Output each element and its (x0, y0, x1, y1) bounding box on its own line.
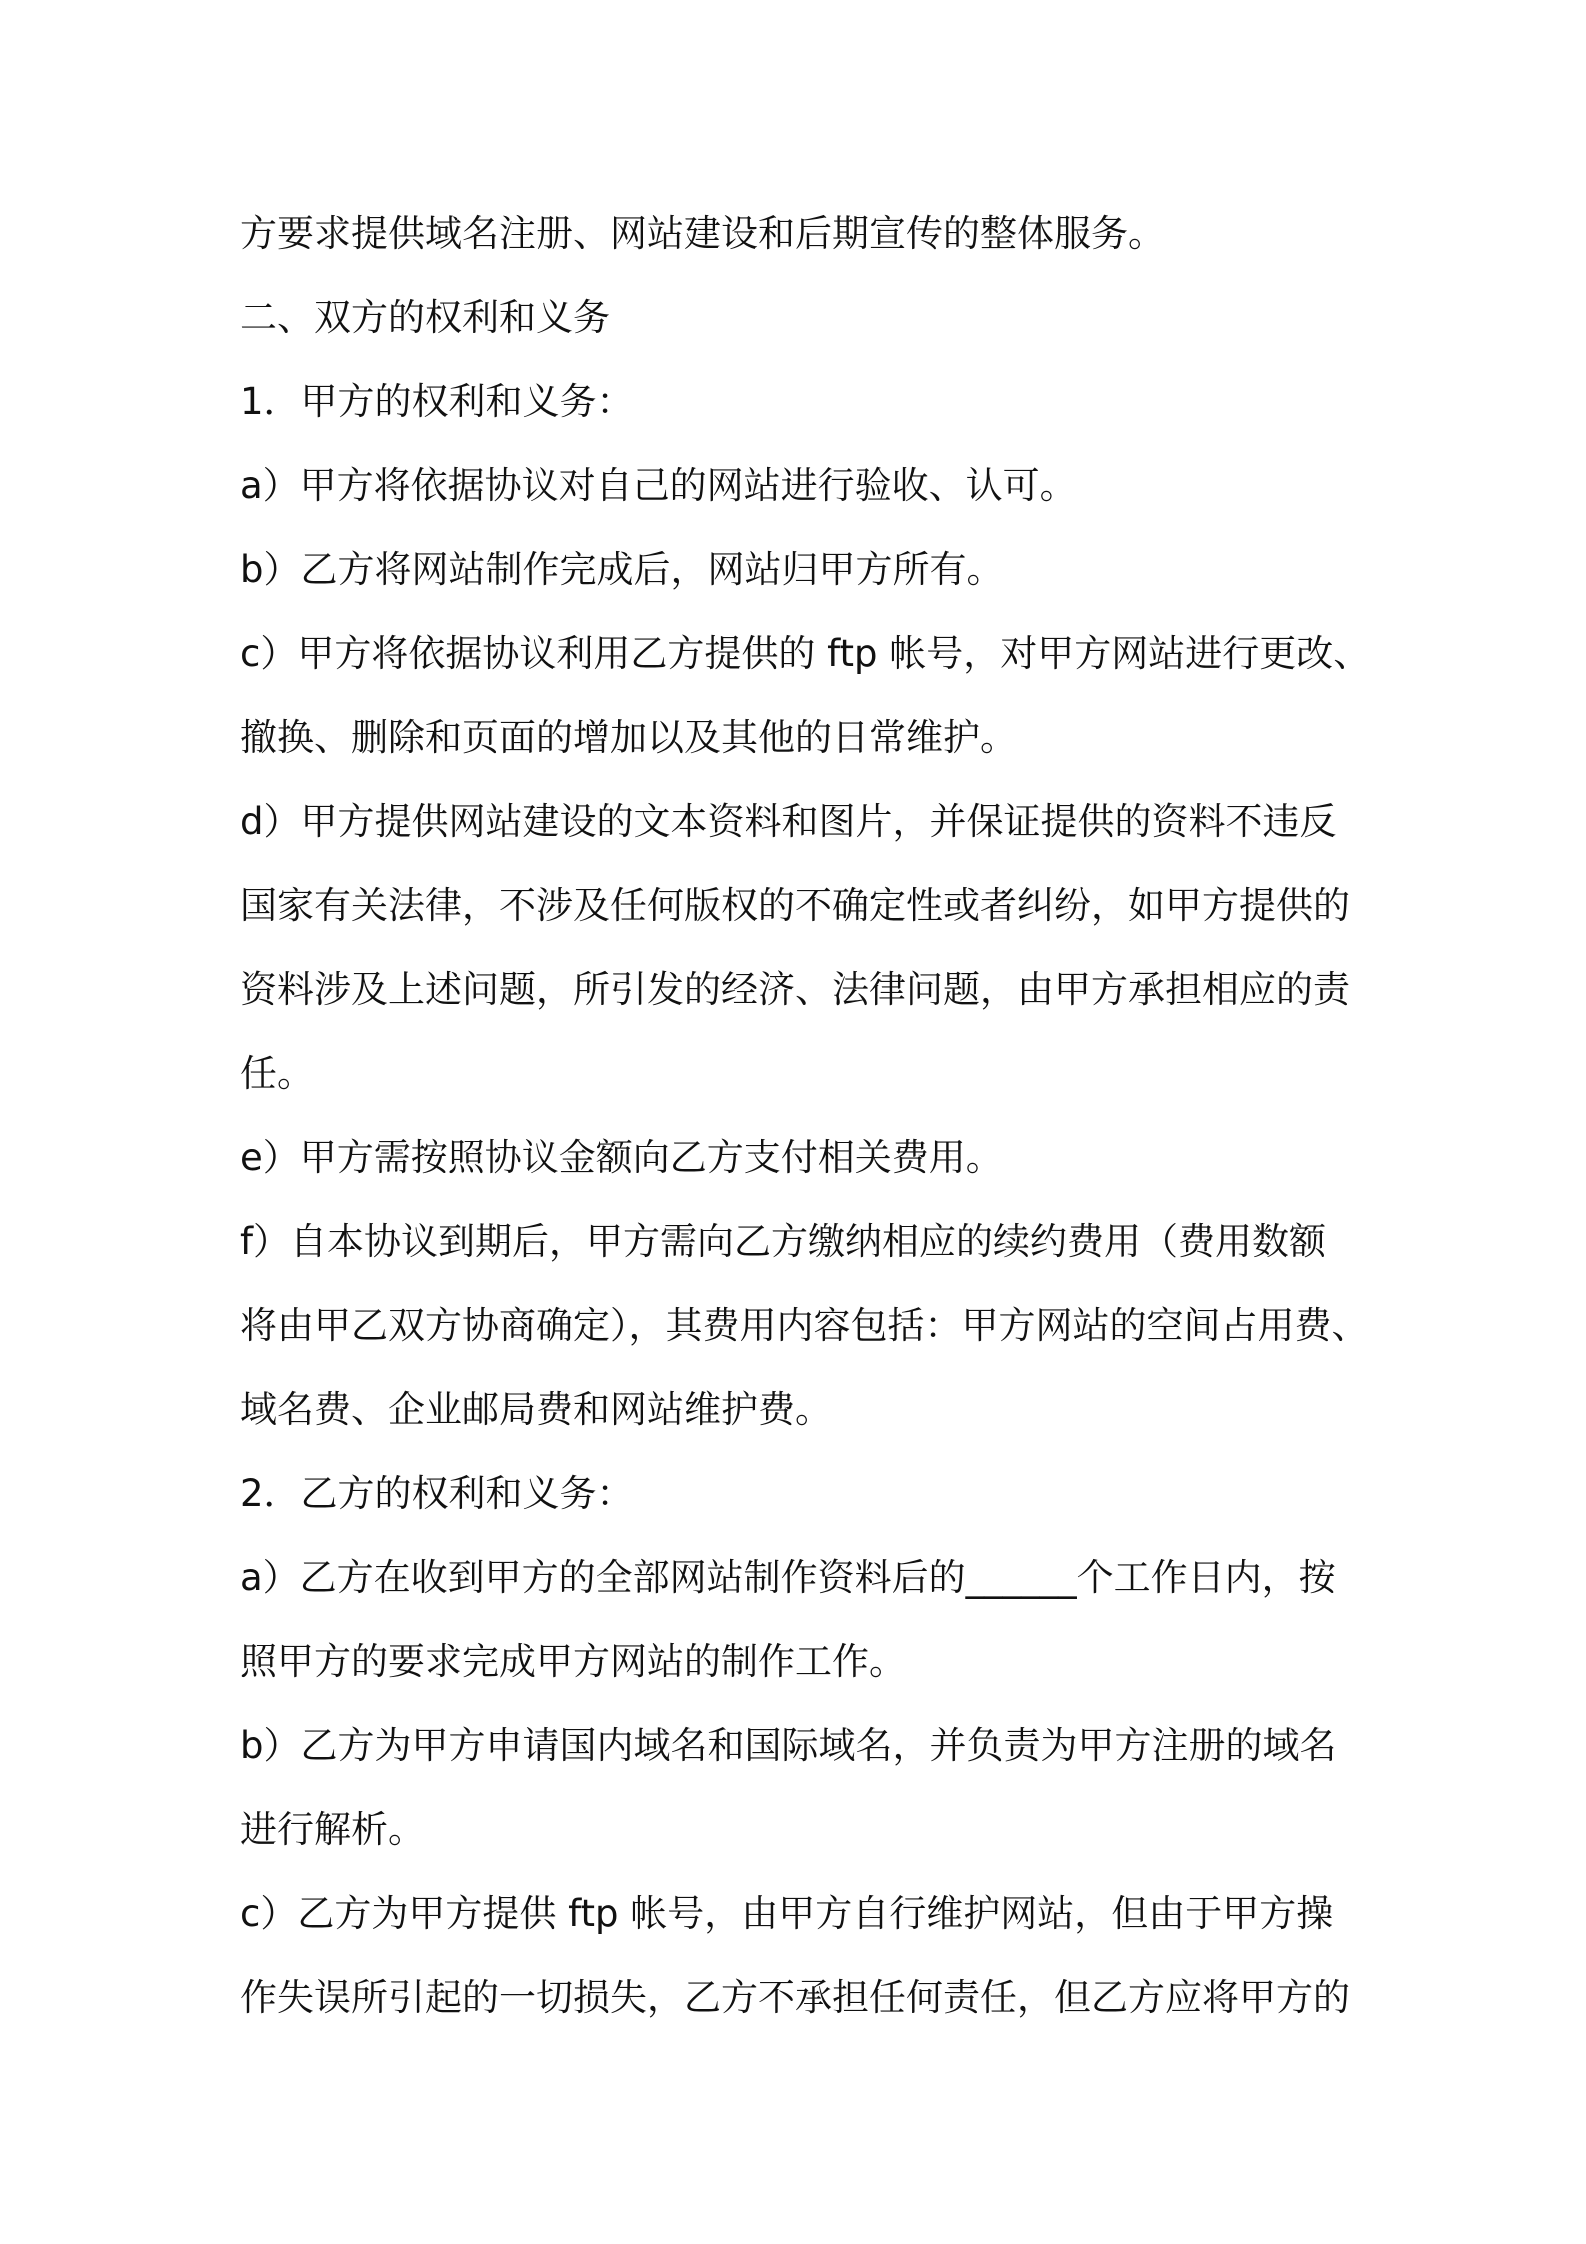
section-heading: 二、双方的权利和义务 (240, 296, 610, 339)
text-line: 进行解析。 (240, 1808, 425, 1851)
text-line: 方要求提供域名注册、网站建设和后期宣传的整体服务。 (240, 212, 1165, 255)
text-line: 作失误所引起的一切损失，乙方不承担任何责任，但乙方应将甲方的 (240, 1976, 1350, 2019)
text-line: 撤换、删除和页面的增加以及其他的日常维护。 (240, 716, 1017, 759)
document-body (240, 192, 1370, 2040)
text-line: b）乙方为甲方申请国内域名和国际域名，并负责为甲方注册的域名 (240, 1724, 1337, 1767)
text-line: b）乙方将网站制作完成后，网站归甲方所有。 (240, 548, 1004, 591)
text-line: 资料涉及上述问题，所引发的经济、法律问题，由甲方承担相应的责 (240, 968, 1350, 1011)
text-line: 将由甲乙双方协商确定），其费用内容包括：甲方网站的空间占用费、 (240, 1304, 1369, 1347)
text-line: f）自本协议到期后，甲方需向乙方缴纳相应的续约费用（费用数额 (240, 1220, 1327, 1263)
text-line: 任。 (240, 1052, 314, 1095)
text-line: 国家有关法律，不涉及任何版权的不确定性或者纠纷，如甲方提供的 (240, 884, 1350, 927)
text-line: d）甲方提供网站建设的文本资料和图片，并保证提供的资料不违反 (240, 800, 1337, 843)
subsection-heading: 2．乙方的权利和义务： (240, 1472, 634, 1515)
text-line: a）乙方在收到甲方的全部网站制作资料后的______个工作日内，按 (240, 1556, 1336, 1599)
text-line: e）甲方需按照协议金额向乙方支付相关费用。 (240, 1136, 1003, 1179)
text-line: a）甲方将依据协议对自己的网站进行验收、认可。 (240, 464, 1077, 507)
text-line: 域名费、企业邮局费和网站维护费。 (240, 1388, 832, 1431)
text-line: 照甲方的要求完成甲方网站的制作工作。 (240, 1640, 906, 1683)
subsection-heading: 1．甲方的权利和义务： (240, 380, 634, 423)
text-line: c）乙方为甲方提供 ftp 帐号，由甲方自行维护网站，但由于甲方操 (240, 1892, 1334, 1935)
text-line: c）甲方将依据协议利用乙方提供的 ftp 帐号，对甲方网站进行更改、 (240, 632, 1370, 675)
